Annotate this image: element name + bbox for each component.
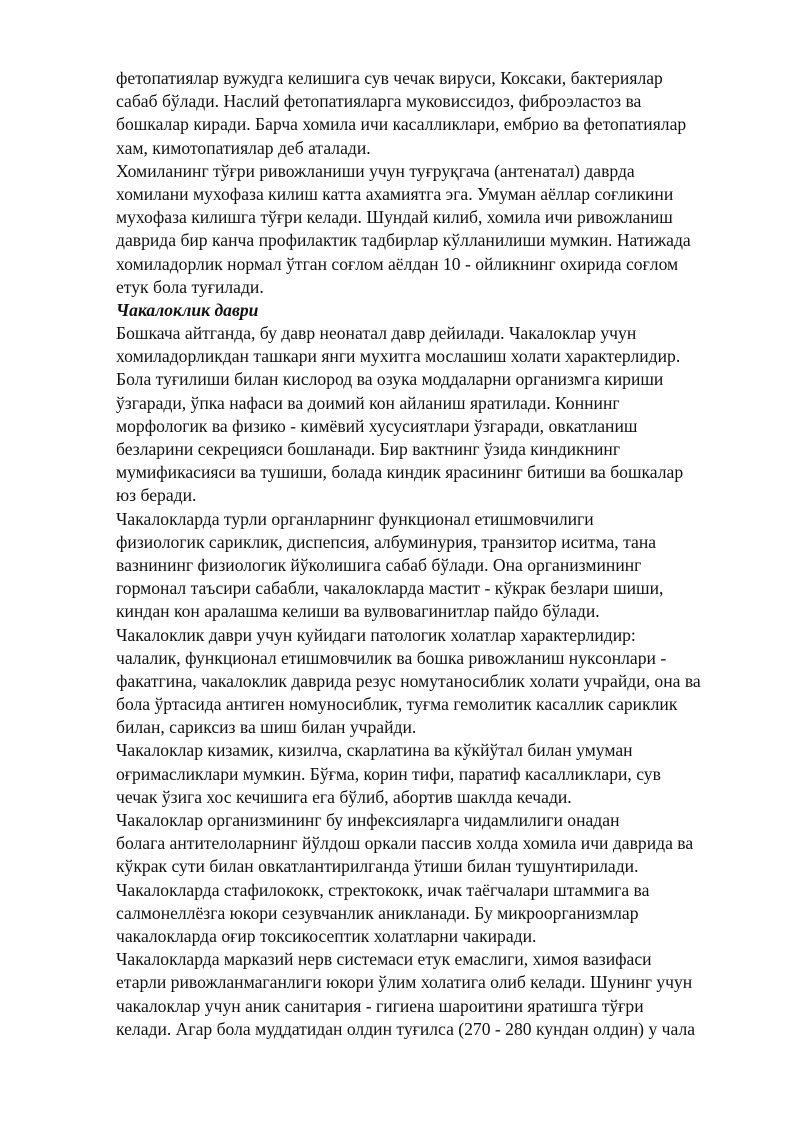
- text-line: чечак ўзига хос кечишига ега бўлиб, абортив шаклда кечади.: [116, 786, 572, 807]
- text-line: киндан кон аралашма келиши ва вулвовагинитлар пайдо бўлади.: [116, 601, 600, 622]
- text-line: Хомиланинг тўғри ривожланиши учун туғруқгача (антенатал) даврда: [116, 160, 635, 181]
- text-line: Бошкача айтганда, бу давр неонатал давр дейилади. Чакалоклар учун: [116, 323, 637, 344]
- text-line: безларини секрецияси бошланади. Бир вактнинг ўзида киндикнинг: [116, 439, 621, 459]
- text-line: ўзгаради, ўпка нафаси ва доимий кон айланиш яратилади. Коннинг: [116, 392, 620, 413]
- document-page: [116, 67, 746, 1041]
- text-line: кўкрак сути билан овкатлантирилганда ўтиши билан тушунтирилади.: [116, 856, 639, 877]
- text-line: болага антителоларнинг йўлдош оркали пассив холда хомила ичи даврида ва: [116, 833, 694, 854]
- text-line: оғримасликлари мумкин. Бўғма, корин тифи, паратиф касалликлари, сув: [116, 763, 661, 784]
- text-line: Чакалоклик даври учун куйидаги патологик холатлар характерлидир:: [116, 624, 636, 645]
- text-line: хам, кимотопатиялар деб аталади.: [116, 137, 371, 158]
- text-line: гормонал таъсири сабабли, чакалокларда мастит - кўкрак безлари шиши,: [116, 578, 664, 599]
- text-line: Чакалоклар организмининг бу инфексияларга чидамлилиги онадан: [116, 810, 620, 830]
- text-line: морфологик ва физико - кимёвий хусусиятлари ўзгаради, овкатланиш: [116, 415, 638, 436]
- text-line: етарли ривожланмаганлиги юкори ўлим холатига олиб келади. Шунинг учун: [116, 972, 693, 993]
- text-line: юз беради.: [116, 485, 197, 506]
- text-line: фетопатиялар вужудга келишига сув чечак вируси, Коксаки, бактериялар: [116, 68, 663, 88]
- text-line: физиологик сариклик, диспепсия, албуминурия, транзитор иситма, тана: [116, 531, 657, 552]
- text-line: факатгина, чакалоклик даврида резус номутаносиблик холати учрайди, она ва: [116, 670, 701, 691]
- text-line: бола ўртасида антиген номуносиблик, туғма гемолитик касаллик сариклик: [116, 694, 678, 715]
- text-line: сабаб бўлади. Наслий фетопатияларга муковиссидоз, фиброэластоз ва: [116, 91, 642, 112]
- text-line: чакалокларда оғир токсикосептик холатларни чакиради.: [116, 925, 537, 946]
- text-line: билан, сариксиз ва шиш билан учрайди.: [116, 717, 417, 738]
- text-line: мухофаза килишга тўғри келади. Шундай килиб, хомила ичи ривожланиш: [116, 207, 673, 228]
- text-line: хомилани мухофаза килиш катта ахамиятга эга. Умуман аёллар соғликини: [116, 183, 674, 204]
- text-line: вазнининг физиологик йўколишига сабаб бўлади. Она организмининг: [116, 554, 642, 575]
- text-line: Чакалокларда стафилококк, стректококк, ичак таёгчалари штаммига ва: [116, 879, 650, 900]
- text-line: Чакалокларда турли органларнинг функционал етишмовчилиги: [116, 508, 594, 529]
- text-line: салмонеллёзга юкори сезувчанлик аникланади. Бу микроорганизмлар: [116, 902, 639, 923]
- text-line: чалалик, функционал етишмовчилик ва бошка ривожланиш нуксонлари -: [116, 647, 667, 668]
- text-line: даврида бир канча профилактик тадбирлар кўлланилиши мумкин. Натижада: [116, 230, 691, 251]
- text-line: Чакалоклар кизамик, кизилча, скарлатина ва кўкйўтал билан умуман: [116, 740, 633, 761]
- text-line: етук бола туғилади.: [116, 276, 264, 297]
- text-line: хомиладорлик нормал ўтган соғлом аёлдан 10 - ойликнинг охирида соғлом: [116, 253, 679, 274]
- text-line: хомиладорликдан ташкари янги мухитга мослашиш холати характерлидир.: [116, 346, 681, 367]
- text-line: келади. Агар бола муддатидан олдин туғилса (270 - 280 кундан олдин) у чала: [116, 1018, 696, 1039]
- text-line: Бола туғилиши билан кислород ва озука моддаларни организмга кириши: [116, 369, 664, 390]
- text-line: Чакалокларда марказий нерв системаси етук емаслиги, химоя вазифаси: [116, 949, 652, 970]
- text-line: мумификасияси ва тушиши, болада киндик ярасининг битиши ва бошкалар: [116, 462, 684, 483]
- text-line: чакалоклар учун аник санитария - гигиена шароитини яратишга тўғри: [116, 995, 644, 1016]
- text-line: бошкалар киради. Барча хомила ичи касалликлари, ембрио ва фетопатиялар: [116, 114, 687, 135]
- section-heading: Чакалоклик даври: [116, 299, 259, 320]
